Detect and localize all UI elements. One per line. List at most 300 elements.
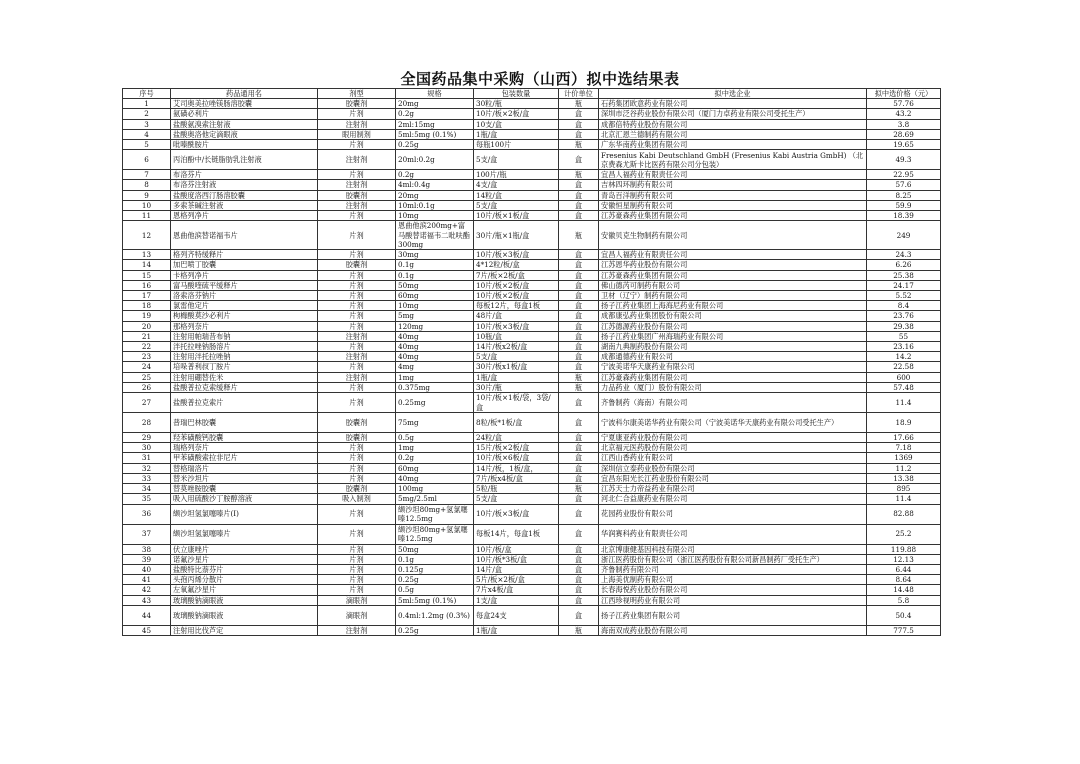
cell-unit: 瓶 [559, 382, 599, 392]
cell-index: 31 [123, 453, 171, 463]
results-table [122, 88, 941, 636]
cell-index: 38 [123, 544, 171, 554]
cell-specification: 0.2g [396, 170, 474, 180]
cell-drug-name: 富马酸喹硫平缓释片 [171, 280, 318, 290]
cell-drug-name: 瑞格列奈片 [171, 443, 318, 453]
cell-drug-name: 枸橼酸莫沙必利片 [171, 311, 318, 321]
table-row [123, 129, 941, 139]
cell-dosage-form: 胶囊剂 [318, 433, 396, 443]
cell-drug-name: 替莫唑胺胶囊 [171, 484, 318, 494]
cell-specification: 40mg [396, 352, 474, 362]
table-row [123, 109, 941, 119]
cell-specification: 0.1g [396, 260, 474, 270]
cell-unit: 盒 [559, 463, 599, 473]
table-row [123, 625, 941, 635]
cell-company: 宜昌人福药业有限责任公司 [599, 250, 867, 260]
cell-specification: 0.4ml:1.2mg (0.3%) [396, 605, 474, 625]
cell-price: 25.38 [867, 270, 941, 280]
cell-unit: 盒 [559, 564, 599, 574]
cell-package: 48片/盒 [474, 311, 559, 321]
cell-specification: 0.375mg [396, 382, 474, 392]
cell-package: 5支/盒 [474, 150, 559, 170]
cell-unit: 盒 [559, 109, 599, 119]
cell-index: 36 [123, 504, 171, 524]
cell-unit: 盒 [559, 443, 599, 453]
cell-company: 扬子江药业集团上海海尼药业有限公司 [599, 301, 867, 311]
cell-drug-name: 多索茶碱注射液 [171, 200, 318, 210]
cell-specification: 2ml:15mg [396, 119, 474, 129]
cell-specification: 20mg [396, 99, 474, 109]
cell-company: 宁夏康亚药业股份有限公司 [599, 433, 867, 443]
cell-drug-name: 吸入用硫酸沙丁胺醇溶液 [171, 494, 318, 504]
cell-company: 华润赛科药业有限责任公司 [599, 524, 867, 544]
table-row [123, 200, 941, 210]
table-row [123, 564, 941, 574]
cell-specification: 5ml:5mg (0.1%) [396, 129, 474, 139]
cell-unit: 盒 [559, 280, 599, 290]
cell-specification: 50mg [396, 280, 474, 290]
cell-company: 扬子江药业集团广州海瑞药业有限公司 [599, 331, 867, 341]
cell-drug-name: 丙泊酚中/长链脂肪乳注射液 [171, 150, 318, 170]
cell-dosage-form: 片剂 [318, 453, 396, 463]
cell-drug-name: 泮托拉唑钠肠溶片 [171, 342, 318, 352]
table-row [123, 99, 941, 109]
cell-price: 7.18 [867, 443, 941, 453]
cell-package: 1支/盒 [474, 595, 559, 605]
cell-unit: 盒 [559, 211, 599, 221]
cell-dosage-form: 片剂 [318, 221, 396, 250]
cell-index: 30 [123, 443, 171, 453]
cell-price: 13.38 [867, 473, 941, 483]
cell-specification: 5mg [396, 311, 474, 321]
cell-price: 23.16 [867, 342, 941, 352]
cell-package: 1瓶/盒 [474, 129, 559, 139]
cell-dosage-form: 片剂 [318, 140, 396, 150]
cell-price: 50.4 [867, 605, 941, 625]
cell-company: 江苏豪森药业集团有限公司 [599, 372, 867, 382]
cell-unit: 盒 [559, 150, 599, 170]
cell-unit: 盒 [559, 504, 599, 524]
cell-dosage-form: 吸入制剂 [318, 494, 396, 504]
cell-price: 6.44 [867, 564, 941, 574]
cell-company: 扬子江药业集团有限公司 [599, 605, 867, 625]
cell-unit: 盒 [559, 352, 599, 362]
cell-unit: 盒 [559, 342, 599, 352]
cell-drug-name: 玻璃酸钠滴眼液 [171, 605, 318, 625]
cell-package: 10支/盒 [474, 119, 559, 129]
cell-index: 10 [123, 200, 171, 210]
cell-index: 42 [123, 585, 171, 595]
cell-price: 5.52 [867, 291, 941, 301]
cell-package: 7片x4板/盒 [474, 585, 559, 595]
table-row [123, 585, 941, 595]
cell-dosage-form: 片剂 [318, 250, 396, 260]
cell-specification: 10mg [396, 301, 474, 311]
cell-drug-name: 头孢丙烯分散片 [171, 575, 318, 585]
table-row [123, 291, 941, 301]
table-row [123, 382, 941, 392]
cell-drug-name: 注射用泮托拉唑钠 [171, 352, 318, 362]
cell-package: 24粒/盒 [474, 433, 559, 443]
cell-drug-name: 布洛芬注射液 [171, 180, 318, 190]
table-row [123, 575, 941, 585]
cell-package: 10片/板/盒 [474, 544, 559, 554]
cell-price: 8.25 [867, 190, 941, 200]
cell-package: 每板14片，每盒1板 [474, 524, 559, 544]
cell-unit: 盒 [559, 524, 599, 544]
cell-price: 29.38 [867, 321, 941, 331]
cell-unit: 盒 [559, 393, 599, 413]
cell-dosage-form: 片剂 [318, 382, 396, 392]
cell-company: 花园药业股份有限公司 [599, 504, 867, 524]
cell-specification: 5mg/2.5ml [396, 494, 474, 504]
cell-price: 59.9 [867, 200, 941, 210]
table-row [123, 180, 941, 190]
cell-drug-name: 盐酸氨溴索注射液 [171, 119, 318, 129]
cell-unit: 盒 [559, 291, 599, 301]
cell-package: 5粒/瓶 [474, 484, 559, 494]
table-row [123, 301, 941, 311]
cell-index: 22 [123, 342, 171, 352]
cell-package: 10片/板×2板/盒 [474, 280, 559, 290]
cell-specification: 60mg [396, 463, 474, 473]
cell-price: 249 [867, 221, 941, 250]
cell-unit: 盒 [559, 260, 599, 270]
cell-specification: 100mg [396, 484, 474, 494]
cell-drug-name: 盐酸奥洛他定滴眼液 [171, 129, 318, 139]
cell-package: 10片/板×3板/盒 [474, 250, 559, 260]
cell-price: 895 [867, 484, 941, 494]
cell-specification: 0.1g [396, 270, 474, 280]
cell-company: 江西山香药业有限公司 [599, 453, 867, 463]
table-body [123, 99, 941, 636]
cell-unit: 盒 [559, 321, 599, 331]
cell-package: 5支/盒 [474, 200, 559, 210]
cell-unit: 盒 [559, 250, 599, 260]
cell-price: 57.6 [867, 180, 941, 190]
cell-drug-name: 氯雷他定片 [171, 301, 318, 311]
table-row [123, 484, 941, 494]
cell-unit: 盒 [559, 595, 599, 605]
table-row [123, 119, 941, 129]
table-row [123, 362, 941, 372]
cell-dosage-form: 注射剂 [318, 352, 396, 362]
cell-unit: 盒 [559, 362, 599, 372]
table-row [123, 280, 941, 290]
cell-price: 25.2 [867, 524, 941, 544]
cell-package: 5支/盒 [474, 352, 559, 362]
cell-index: 34 [123, 484, 171, 494]
cell-price: 24.3 [867, 250, 941, 260]
cell-company: 成都康弘药业集团股份有限公司 [599, 311, 867, 321]
cell-unit: 盒 [559, 554, 599, 564]
cell-specification: 缬沙坦80mg+氢氯噻嗪12.5mg [396, 504, 474, 524]
cell-company: 佛山德芮可制药有限公司 [599, 280, 867, 290]
cell-package: 14片/板x2板/盒 [474, 342, 559, 352]
cell-drug-name: 恩格列净片 [171, 211, 318, 221]
cell-unit: 盒 [559, 200, 599, 210]
cell-specification: 1mg [396, 443, 474, 453]
cell-specification: 20mg [396, 190, 474, 200]
cell-drug-name: 玻璃酸钠滴眼液 [171, 595, 318, 605]
cell-drug-name: 诺氟沙星片 [171, 554, 318, 564]
cell-dosage-form: 片剂 [318, 109, 396, 119]
cell-index: 13 [123, 250, 171, 260]
cell-company: 深圳市泛谷药业股份有限公司（厦门力卓药业有限公司受托生产） [599, 109, 867, 119]
cell-company: 海南双成药业股份有限公司 [599, 625, 867, 635]
cell-company: 力品药业（厦门）股份有限公司 [599, 382, 867, 392]
header-company: 拟中选企业 [599, 89, 867, 99]
header-price: 拟中选价格（元） [867, 89, 941, 99]
cell-dosage-form: 胶囊剂 [318, 99, 396, 109]
cell-company: 北京汇恩兰德制药有限公司 [599, 129, 867, 139]
cell-dosage-form: 片剂 [318, 585, 396, 595]
cell-company: 北京福元医药股份有限公司 [599, 443, 867, 453]
cell-drug-name: 盐酸度洛西汀肠溶胶囊 [171, 190, 318, 200]
cell-index: 11 [123, 211, 171, 221]
cell-index: 3 [123, 119, 171, 129]
cell-index: 14 [123, 260, 171, 270]
cell-company: 湖南九典制药股份有限公司 [599, 342, 867, 352]
cell-company: 青岛百洋制药有限公司 [599, 190, 867, 200]
cell-price: 24.17 [867, 280, 941, 290]
table-row [123, 321, 941, 331]
cell-index: 2 [123, 109, 171, 119]
cell-index: 27 [123, 393, 171, 413]
cell-price: 49.3 [867, 150, 941, 170]
cell-dosage-form: 注射剂 [318, 150, 396, 170]
table-row [123, 554, 941, 564]
cell-unit: 盒 [559, 433, 599, 443]
cell-dosage-form: 注射剂 [318, 119, 396, 129]
cell-drug-name: 盐酸普拉克索片 [171, 393, 318, 413]
cell-index: 24 [123, 362, 171, 372]
cell-price: 43.2 [867, 109, 941, 119]
cell-price: 11.4 [867, 494, 941, 504]
cell-drug-name: 替格瑞洛片 [171, 463, 318, 473]
cell-package: 10片/板×2板/盒 [474, 109, 559, 119]
table-row [123, 170, 941, 180]
table-row [123, 372, 941, 382]
cell-dosage-form: 胶囊剂 [318, 413, 396, 433]
cell-company: 宜昌人福药业有限责任公司 [599, 170, 867, 180]
cell-package: 1瓶/盒 [474, 372, 559, 382]
cell-specification: 60mg [396, 291, 474, 301]
cell-dosage-form: 片剂 [318, 564, 396, 574]
cell-unit: 盒 [559, 473, 599, 483]
cell-dosage-form: 片剂 [318, 342, 396, 352]
cell-index: 29 [123, 433, 171, 443]
cell-dosage-form: 眼用制剂 [318, 129, 396, 139]
cell-index: 33 [123, 473, 171, 483]
cell-package: 14粒/盒 [474, 190, 559, 200]
cell-drug-name: 注射用比伐芦定 [171, 625, 318, 635]
cell-company: 长春海悦药业股份有限公司 [599, 585, 867, 595]
cell-unit: 盒 [559, 544, 599, 554]
table-row [123, 605, 941, 625]
cell-unit: 盒 [559, 585, 599, 595]
cell-specification: 恩曲他滨200mg+富马酸替诺福韦二吡呋酯300mg [396, 221, 474, 250]
cell-price: 55 [867, 331, 941, 341]
cell-drug-name: 加巴喷丁胶囊 [171, 260, 318, 270]
cell-drug-name: 格列齐特缓释片 [171, 250, 318, 260]
cell-drug-name: 缬沙坦氢氯噻嗪片 [171, 524, 318, 544]
cell-price: 57.76 [867, 99, 941, 109]
table-row [123, 504, 941, 524]
table-row [123, 453, 941, 463]
cell-unit: 盒 [559, 129, 599, 139]
cell-specification: 0.1g [396, 554, 474, 564]
cell-company: 深圳信立泰药业股份有限公司 [599, 463, 867, 473]
cell-index: 19 [123, 311, 171, 321]
cell-drug-name: 注射用硼替佐米 [171, 372, 318, 382]
header-index: 序号 [123, 89, 171, 99]
cell-drug-name: 注射用帕瑞昔布钠 [171, 331, 318, 341]
cell-specification: 40mg [396, 342, 474, 352]
table-row [123, 433, 941, 443]
cell-dosage-form: 片剂 [318, 524, 396, 544]
cell-drug-name: 布洛芬片 [171, 170, 318, 180]
cell-price: 17.66 [867, 433, 941, 443]
cell-price: 1369 [867, 453, 941, 463]
cell-unit: 瓶 [559, 484, 599, 494]
cell-unit: 盒 [559, 413, 599, 433]
cell-drug-name: 氨磺必利片 [171, 109, 318, 119]
cell-company: 成都倍特药业股份有限公司 [599, 119, 867, 129]
cell-package: 15片/板×2板/盒 [474, 443, 559, 453]
cell-price: 8.64 [867, 575, 941, 585]
cell-dosage-form: 片剂 [318, 575, 396, 585]
cell-unit: 瓶 [559, 625, 599, 635]
cell-drug-name: 左氧氟沙星片 [171, 585, 318, 595]
cell-drug-name: 盐酸特比萘芬片 [171, 564, 318, 574]
cell-specification: 0.25g [396, 575, 474, 585]
cell-index: 45 [123, 625, 171, 635]
page-title: 全国药品集中采购（山西）拟中选结果表 [400, 70, 680, 88]
cell-price: 6.26 [867, 260, 941, 270]
cell-package: 7片/板x4板/盒 [474, 473, 559, 483]
cell-dosage-form: 片剂 [318, 393, 396, 413]
cell-unit: 盒 [559, 180, 599, 190]
table-row [123, 211, 941, 221]
cell-dosage-form: 注射剂 [318, 372, 396, 382]
cell-unit: 盒 [559, 453, 599, 463]
table-header-row [123, 89, 941, 99]
cell-specification: 1mg [396, 372, 474, 382]
table-row [123, 250, 941, 260]
cell-dosage-form: 片剂 [318, 443, 396, 453]
cell-package: 5片/板×2板/盒 [474, 575, 559, 585]
cell-package: 14片/盒 [474, 564, 559, 574]
cell-index: 5 [123, 140, 171, 150]
cell-dosage-form: 注射剂 [318, 200, 396, 210]
cell-index: 39 [123, 554, 171, 564]
cell-dosage-form: 片剂 [318, 270, 396, 280]
cell-index: 20 [123, 321, 171, 331]
cell-index: 37 [123, 524, 171, 544]
cell-dosage-form: 片剂 [318, 280, 396, 290]
cell-dosage-form: 滴眼剂 [318, 605, 396, 625]
cell-index: 15 [123, 270, 171, 280]
cell-unit: 瓶 [559, 140, 599, 150]
cell-index: 28 [123, 413, 171, 433]
table-row [123, 331, 941, 341]
cell-company: 北京博康健基因科技有限公司 [599, 544, 867, 554]
cell-dosage-form: 片剂 [318, 544, 396, 554]
cell-unit: 盒 [559, 494, 599, 504]
table-row [123, 190, 941, 200]
cell-index: 4 [123, 129, 171, 139]
cell-dosage-form: 片剂 [318, 554, 396, 564]
table-row [123, 270, 941, 280]
cell-index: 7 [123, 170, 171, 180]
cell-package: 10片/板×3板/盒 [474, 504, 559, 524]
cell-unit: 瓶 [559, 170, 599, 180]
cell-unit: 盒 [559, 331, 599, 341]
cell-drug-name: 羟苯磺酸钙胶囊 [171, 433, 318, 443]
cell-specification: 0.25g [396, 140, 474, 150]
cell-unit: 盒 [559, 575, 599, 585]
cell-package: 10片/板×3板/盒 [474, 321, 559, 331]
table-row [123, 463, 941, 473]
table-row [123, 524, 941, 544]
cell-company: 江苏天士力帝益药业有限公司 [599, 484, 867, 494]
cell-price: 23.76 [867, 311, 941, 321]
table-row [123, 393, 941, 413]
cell-price: 22.95 [867, 170, 941, 180]
cell-unit: 盒 [559, 311, 599, 321]
cell-unit: 盒 [559, 605, 599, 625]
cell-dosage-form: 片剂 [318, 301, 396, 311]
cell-unit: 盒 [559, 301, 599, 311]
cell-price: 119.88 [867, 544, 941, 554]
cell-unit: 盒 [559, 119, 599, 129]
cell-package: 每盒24支 [474, 605, 559, 625]
table-row [123, 150, 941, 170]
cell-index: 12 [123, 221, 171, 250]
cell-price: 57.48 [867, 382, 941, 392]
cell-dosage-form: 片剂 [318, 291, 396, 301]
cell-price: 3.8 [867, 119, 941, 129]
cell-dosage-form: 片剂 [318, 504, 396, 524]
cell-specification: 0.2g [396, 109, 474, 119]
cell-dosage-form: 片剂 [318, 321, 396, 331]
cell-price: 22.58 [867, 362, 941, 372]
header-package: 包装数量 [474, 89, 559, 99]
cell-drug-name: 卡格列净片 [171, 270, 318, 280]
cell-package: 10片/板*3板/盒 [474, 554, 559, 564]
cell-unit: 瓶 [559, 221, 599, 250]
table-row [123, 413, 941, 433]
cell-specification: 50mg [396, 544, 474, 554]
cell-package: 10片/板×2板/盒 [474, 291, 559, 301]
cell-specification: 0.5g [396, 585, 474, 595]
cell-company: 江苏德源药业股份有限公司 [599, 321, 867, 331]
cell-drug-name: 伏立康唑片 [171, 544, 318, 554]
cell-package: 10片/板×6板/盒 [474, 453, 559, 463]
cell-package: 4*12粒/板/盒 [474, 260, 559, 270]
cell-price: 19.65 [867, 140, 941, 150]
cell-company: 江苏豪森药业集团有限公司 [599, 270, 867, 280]
cell-specification: 0.25mg [396, 393, 474, 413]
cell-specification: 30mg [396, 250, 474, 260]
cell-specification: 0.5g [396, 433, 474, 443]
cell-dosage-form: 片剂 [318, 170, 396, 180]
cell-dosage-form: 胶囊剂 [318, 484, 396, 494]
cell-company: 安徽贝克生物制药有限公司 [599, 221, 867, 250]
cell-price: 18.9 [867, 413, 941, 433]
cell-package: 每板12片，每盒1板 [474, 301, 559, 311]
